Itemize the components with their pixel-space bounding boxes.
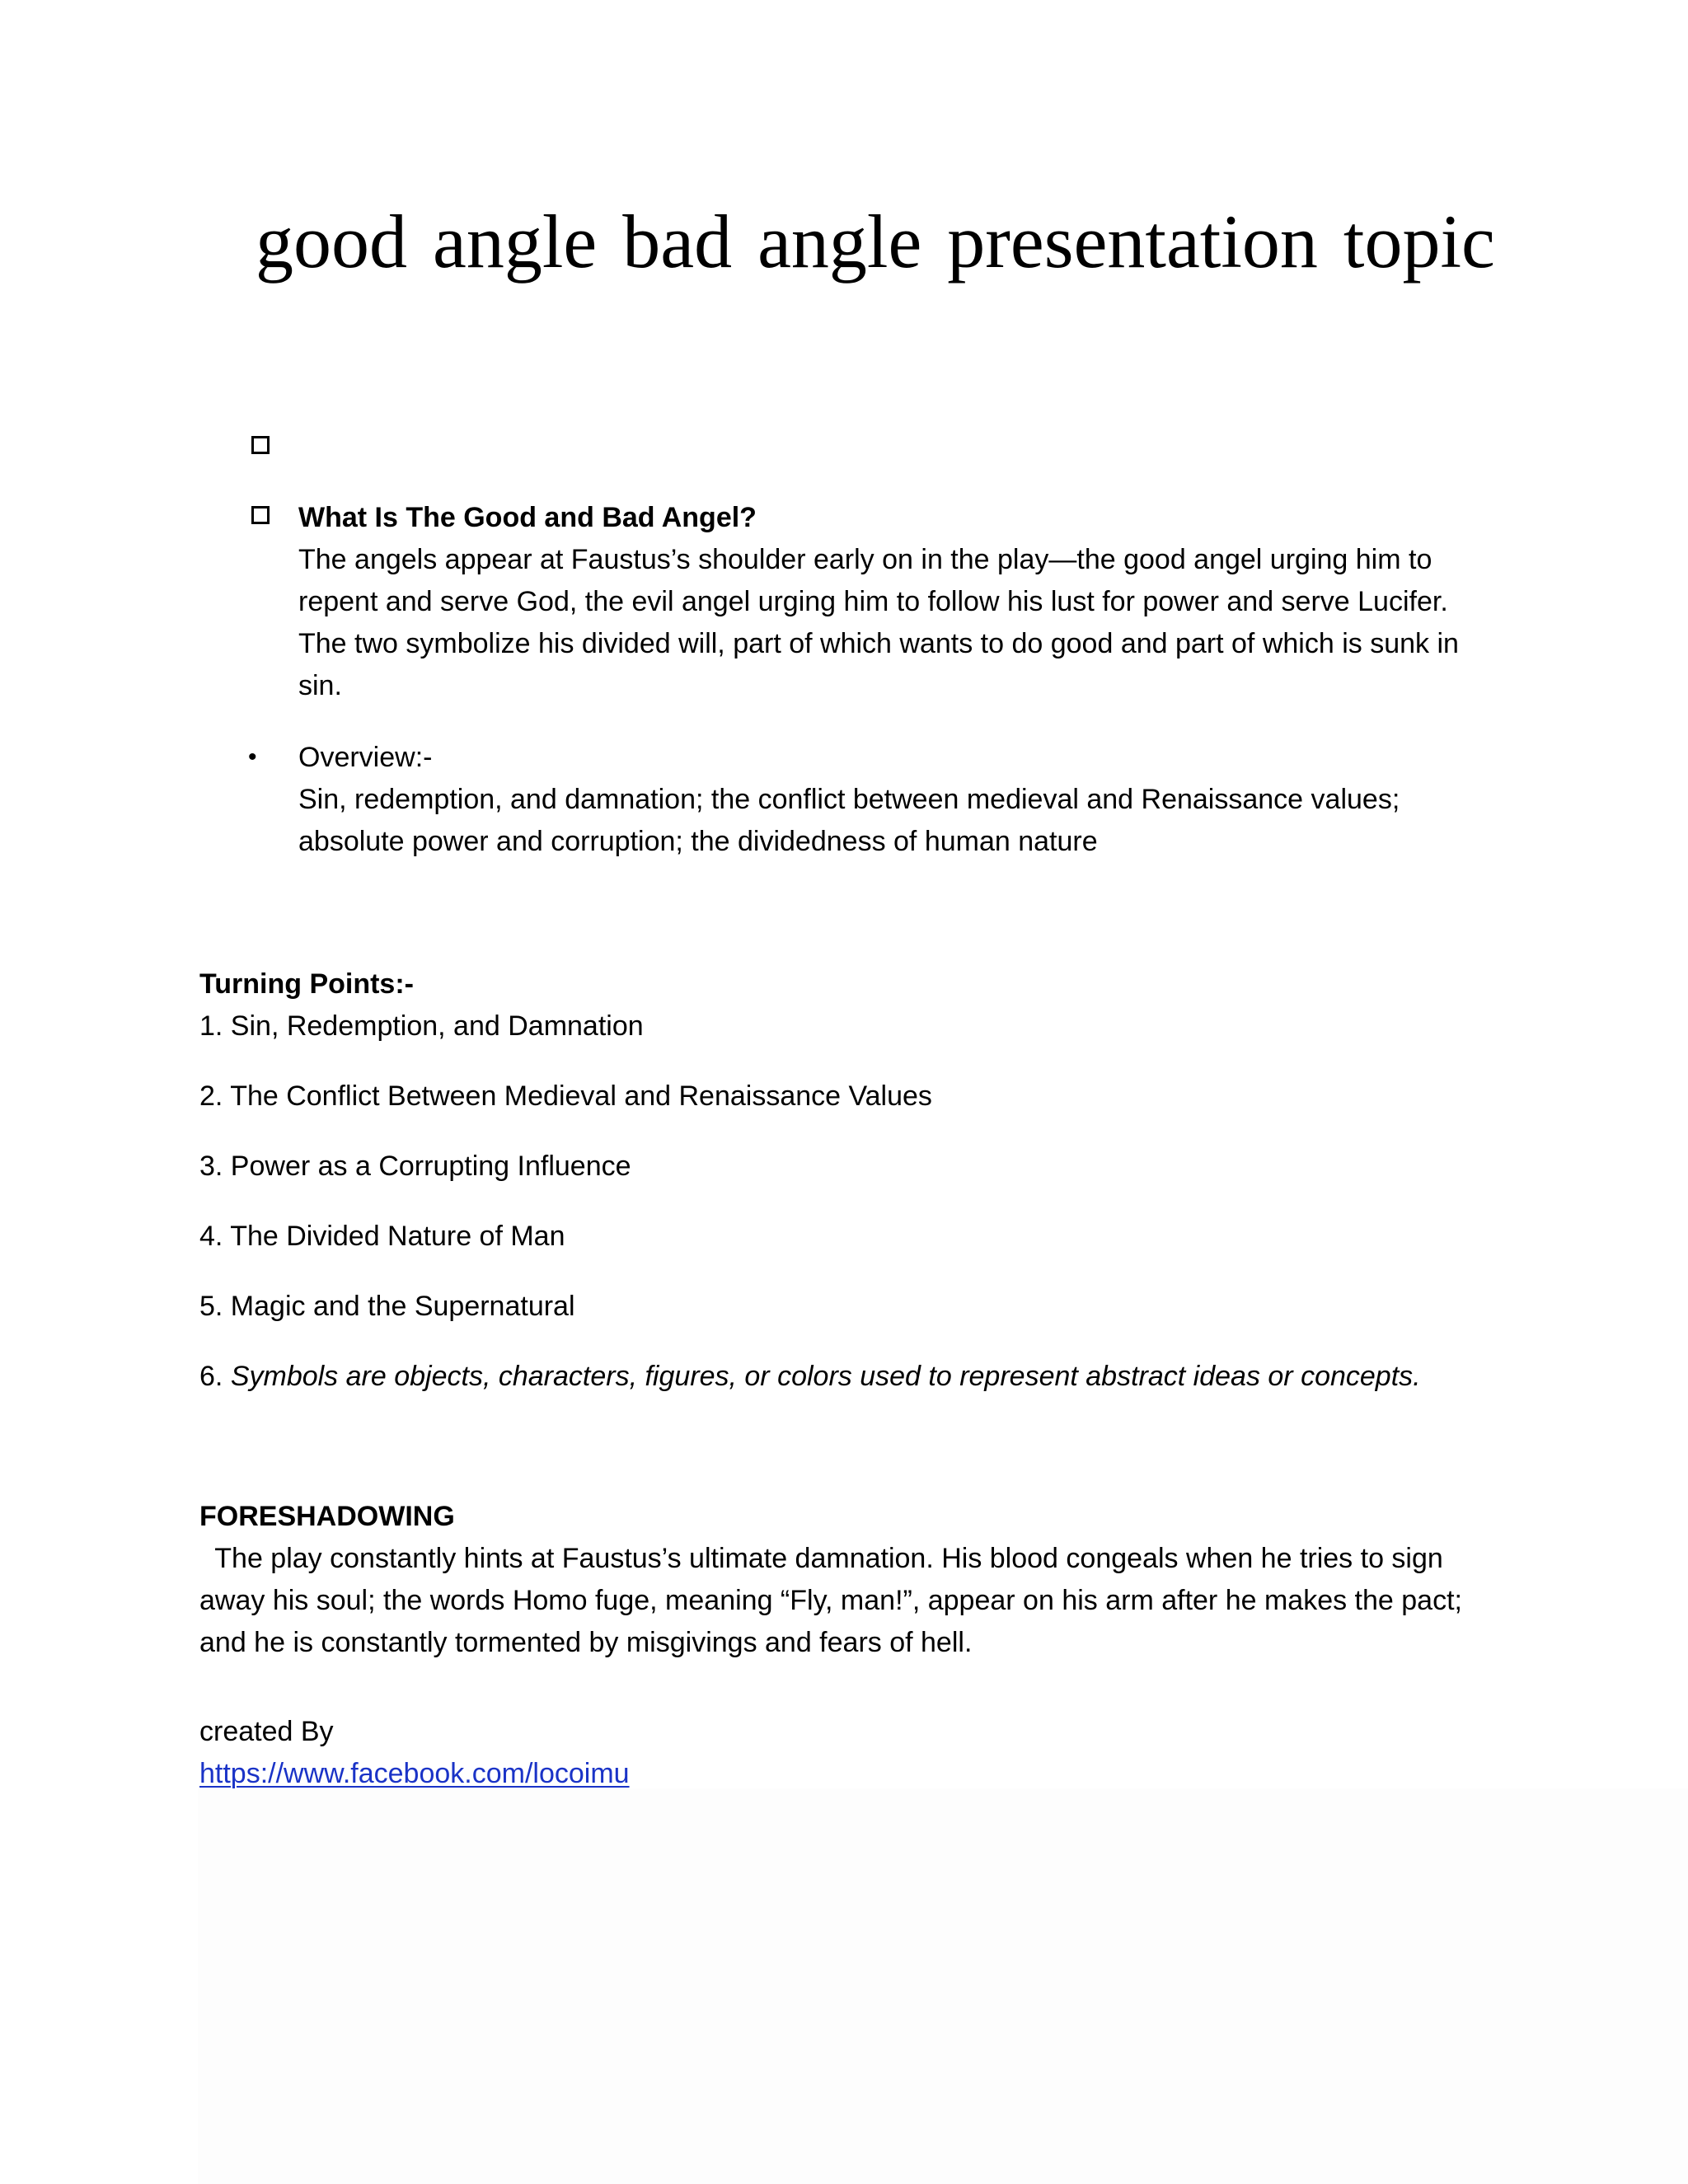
angel-line: The two symbolize his divided will, part of which wants to do good and part of which is sunk in: [298, 628, 1459, 659]
turning-point-item: 3. Power as a Corrupting Influence: [199, 1151, 631, 1182]
bullet-icon: •: [248, 743, 257, 771]
turning-point-number: 6.: [199, 1361, 231, 1392]
angel-line: repent and serve God, the evil angel urging him to follow his lust for power and serve Lucifer.: [298, 586, 1448, 617]
page-title: good angle bad angle presentation topic: [256, 199, 1495, 284]
foreshadowing-section: [199, 1496, 1485, 1664]
credit-label: created By: [199, 1716, 334, 1747]
turning-point-item: 5. Magic and the Supernatural: [199, 1291, 575, 1322]
angel-line: sin.: [298, 670, 342, 701]
foreshadowing-line: and he is constantly tormented by misgivings and fears of hell.: [199, 1627, 973, 1658]
turning-points-section: [199, 963, 1518, 1426]
checkbox-icon: [251, 506, 270, 524]
overview-line: absolute power and corruption; the dividedness of human nature: [298, 826, 1098, 857]
foreshadowing-heading: FORESHADOWING: [199, 1501, 455, 1532]
overview-heading: Overview:-: [298, 742, 433, 773]
foreshadowing-line: away his soul; the words Homo fuge, meaning “Fly, man!”, appear on his arm after he makes the pact;: [199, 1585, 1462, 1616]
page-background-region: [198, 1788, 1688, 2184]
turning-point-item: 1. Sin, Redemption, and Damnation: [199, 1010, 644, 1042]
turning-point-item-symbols: [199, 1356, 1518, 1398]
turning-point-symbols-text: Symbols are objects, characters, figures, or colors used to represent abstract ideas or concepts.: [230, 1361, 1421, 1392]
turning-points-heading: Turning Points:-: [199, 968, 414, 1000]
facebook-link[interactable]: https://www.facebook.com/locoimu: [199, 1758, 630, 1789]
angel-line: The angels appear at Faustus’s shoulder early on in the play—the good angel urging him to: [298, 544, 1432, 575]
overview-section: [298, 737, 1485, 863]
turning-point-item: 2. The Conflict Between Medieval and Renaissance Values: [199, 1080, 932, 1112]
foreshadowing-line: The play constantly hints at Faustus’s ultimate damnation. His blood congeals when he tries to sign: [199, 1543, 1443, 1574]
angel-heading: What Is The Good and Bad Angel?: [298, 502, 757, 533]
checkbox-icon: [251, 436, 270, 454]
angel-section: [298, 497, 1485, 707]
turning-point-item: 4. The Divided Nature of Man: [199, 1221, 565, 1252]
overview-line: Sin, redemption, and damnation; the conflict between medieval and Renaissance values;: [298, 784, 1400, 815]
credit-section: [199, 1711, 1189, 1795]
